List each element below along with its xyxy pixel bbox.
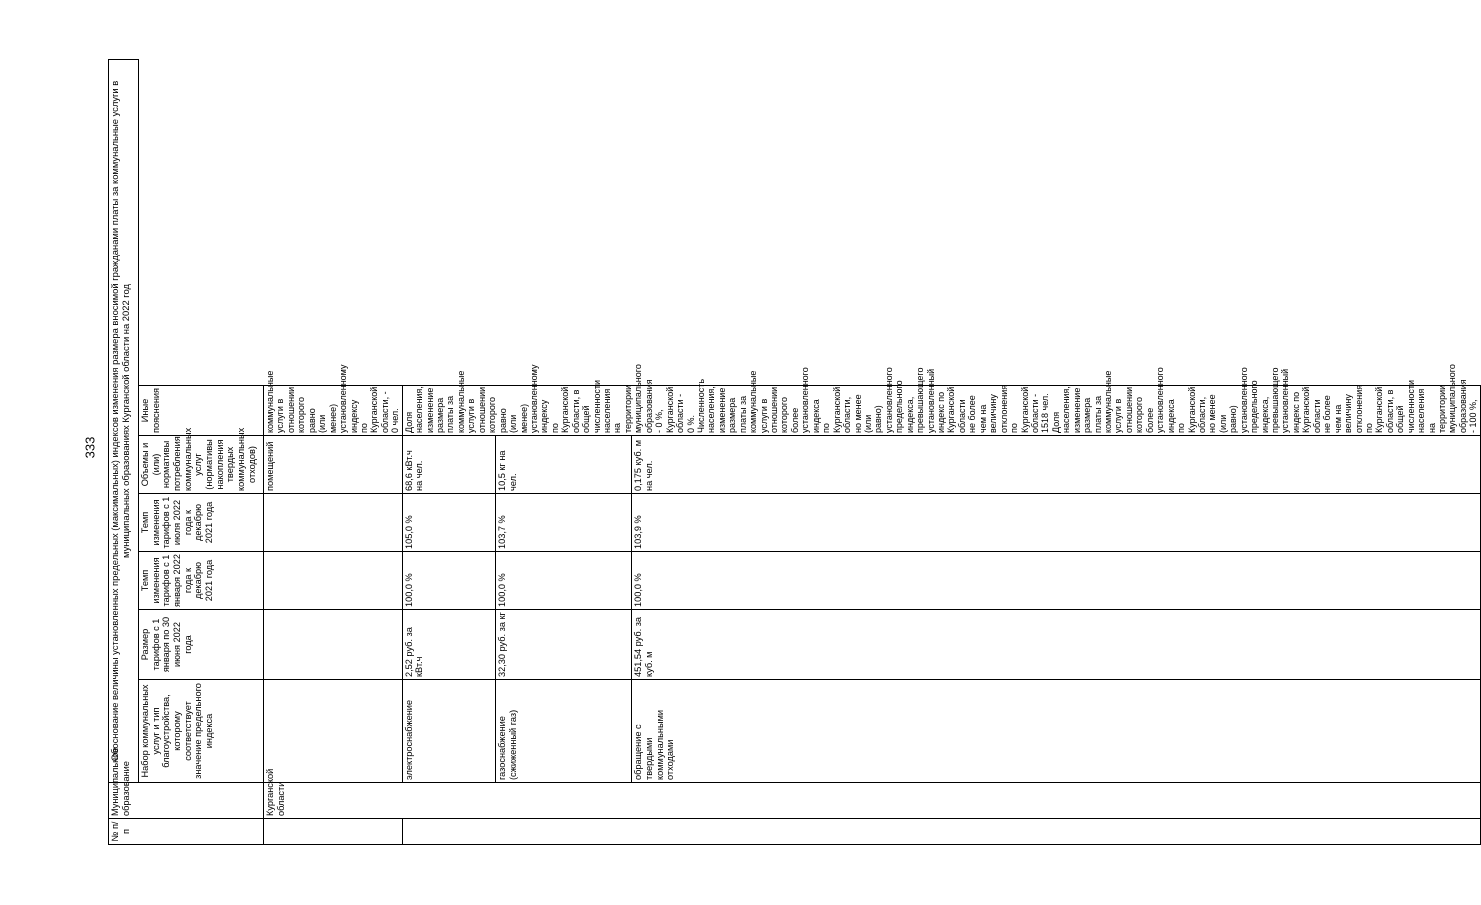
header-justification: Обоснование величины установленных предельных (максимальных) индексов изменения размера вносимой гражданами платы за коммунальные услуги в муниципальных образованиях Курганской области на 2022 год xyxy=(109,60,139,783)
vol-cell: 0,175 куб. м на чел. xyxy=(632,436,1481,494)
table-row xyxy=(632,60,1481,845)
header-row-2 xyxy=(139,60,264,845)
rotated-table-page xyxy=(108,59,1479,845)
table-row xyxy=(402,60,495,845)
vol-cell: 68,6 кВт.ч на чел. xyxy=(402,436,495,494)
header-tariff-size: Размер тарифов с 1 января по 30 июня 2022 года xyxy=(139,610,264,680)
jul-cell: 103,9 % xyxy=(632,494,1481,552)
table-row xyxy=(495,60,631,845)
vol-cell: 10,5 кг на чел. xyxy=(495,436,631,494)
header-municipality: Муниципальное образование xyxy=(109,783,264,819)
header-volumes: Объемы и (или) нормативы потребления коммунальных услуг (нормативы накопления твердых коммунальных отходов) xyxy=(139,436,264,494)
num-cell xyxy=(402,819,1480,845)
jul-cell: 105,0 % xyxy=(402,494,495,552)
header-service-set: Набор коммунальных услуг и тип благоустройства, которому соответствует значение предельного индекса xyxy=(139,680,264,783)
jul-cell xyxy=(264,494,403,552)
vol-cell: помещений xyxy=(264,436,403,494)
set-cell: обращение с твердыми коммунальными отходами xyxy=(632,680,1481,783)
page-number: 333 xyxy=(82,436,98,459)
num-cell xyxy=(264,819,403,845)
note-cell-long: Доля населения, изменение размера платы за коммунальные услуги в отношении которого равно (или менее) установленному индексу по Курганской области, в общей численности населения на территории муниципального образования - 0 %, Курганской области - 0 %. Численность населения, изменение размера платы за коммунальные услуги в отношении которого более установленного индекса по Курганской области, но менее (или равно) установленного предельного индекса, превышающего установленный индекс по Курганской области не более чем на величину отклонения по Курганской области - 1518 чел. Доля населения, изменение размера платы за коммунальные услуги в отношении которого более установленного индекса по Курганской области, но менее (или равно) установленного предельного индекса, превышающего установленный индекс по Курганской области не более чем на величину отклонения по Курганской области, в общей численности населения на территории муниципального образования - 100 %, xyxy=(402,386,1480,436)
jul-cell: 103,7 % xyxy=(495,494,631,552)
justification-table xyxy=(108,59,1481,845)
jan-cell: 100,0 % xyxy=(632,552,1481,610)
header-tariff-change-jul: Темп изменения тарифов с 1 июля 2022 года к декабрю 2021 года xyxy=(139,494,264,552)
set-cell: электроснабжение xyxy=(402,680,495,783)
set-cell xyxy=(264,680,403,783)
size-cell xyxy=(264,610,403,680)
size-cell: 451,54 руб. за куб. м xyxy=(632,610,1481,680)
header-num: № п/п xyxy=(109,819,264,845)
set-cell: газоснабжение (сжиженный газ) xyxy=(495,680,631,783)
size-cell: 2,52 руб. за кВт.ч xyxy=(402,610,495,680)
table-row xyxy=(264,60,403,845)
header-notes: Иные пояснения xyxy=(139,386,264,436)
header-tariff-change-jan: Темп изменения тарифов с 1 января 2022 года к декабрю 2021 года xyxy=(139,552,264,610)
header-row-1 xyxy=(109,60,139,845)
size-cell: 32,30 руб. за кг xyxy=(495,610,631,680)
note-cell: коммунальные услуги в отношении которого равно (или менее) установленному индексу по Курганской области, - 0 чел. xyxy=(264,386,403,436)
jan-cell: 100,0 % xyxy=(402,552,495,610)
jan-cell: 100,0 % xyxy=(495,552,631,610)
jan-cell xyxy=(264,552,403,610)
municipality-cell: Курганской области xyxy=(264,783,1481,819)
